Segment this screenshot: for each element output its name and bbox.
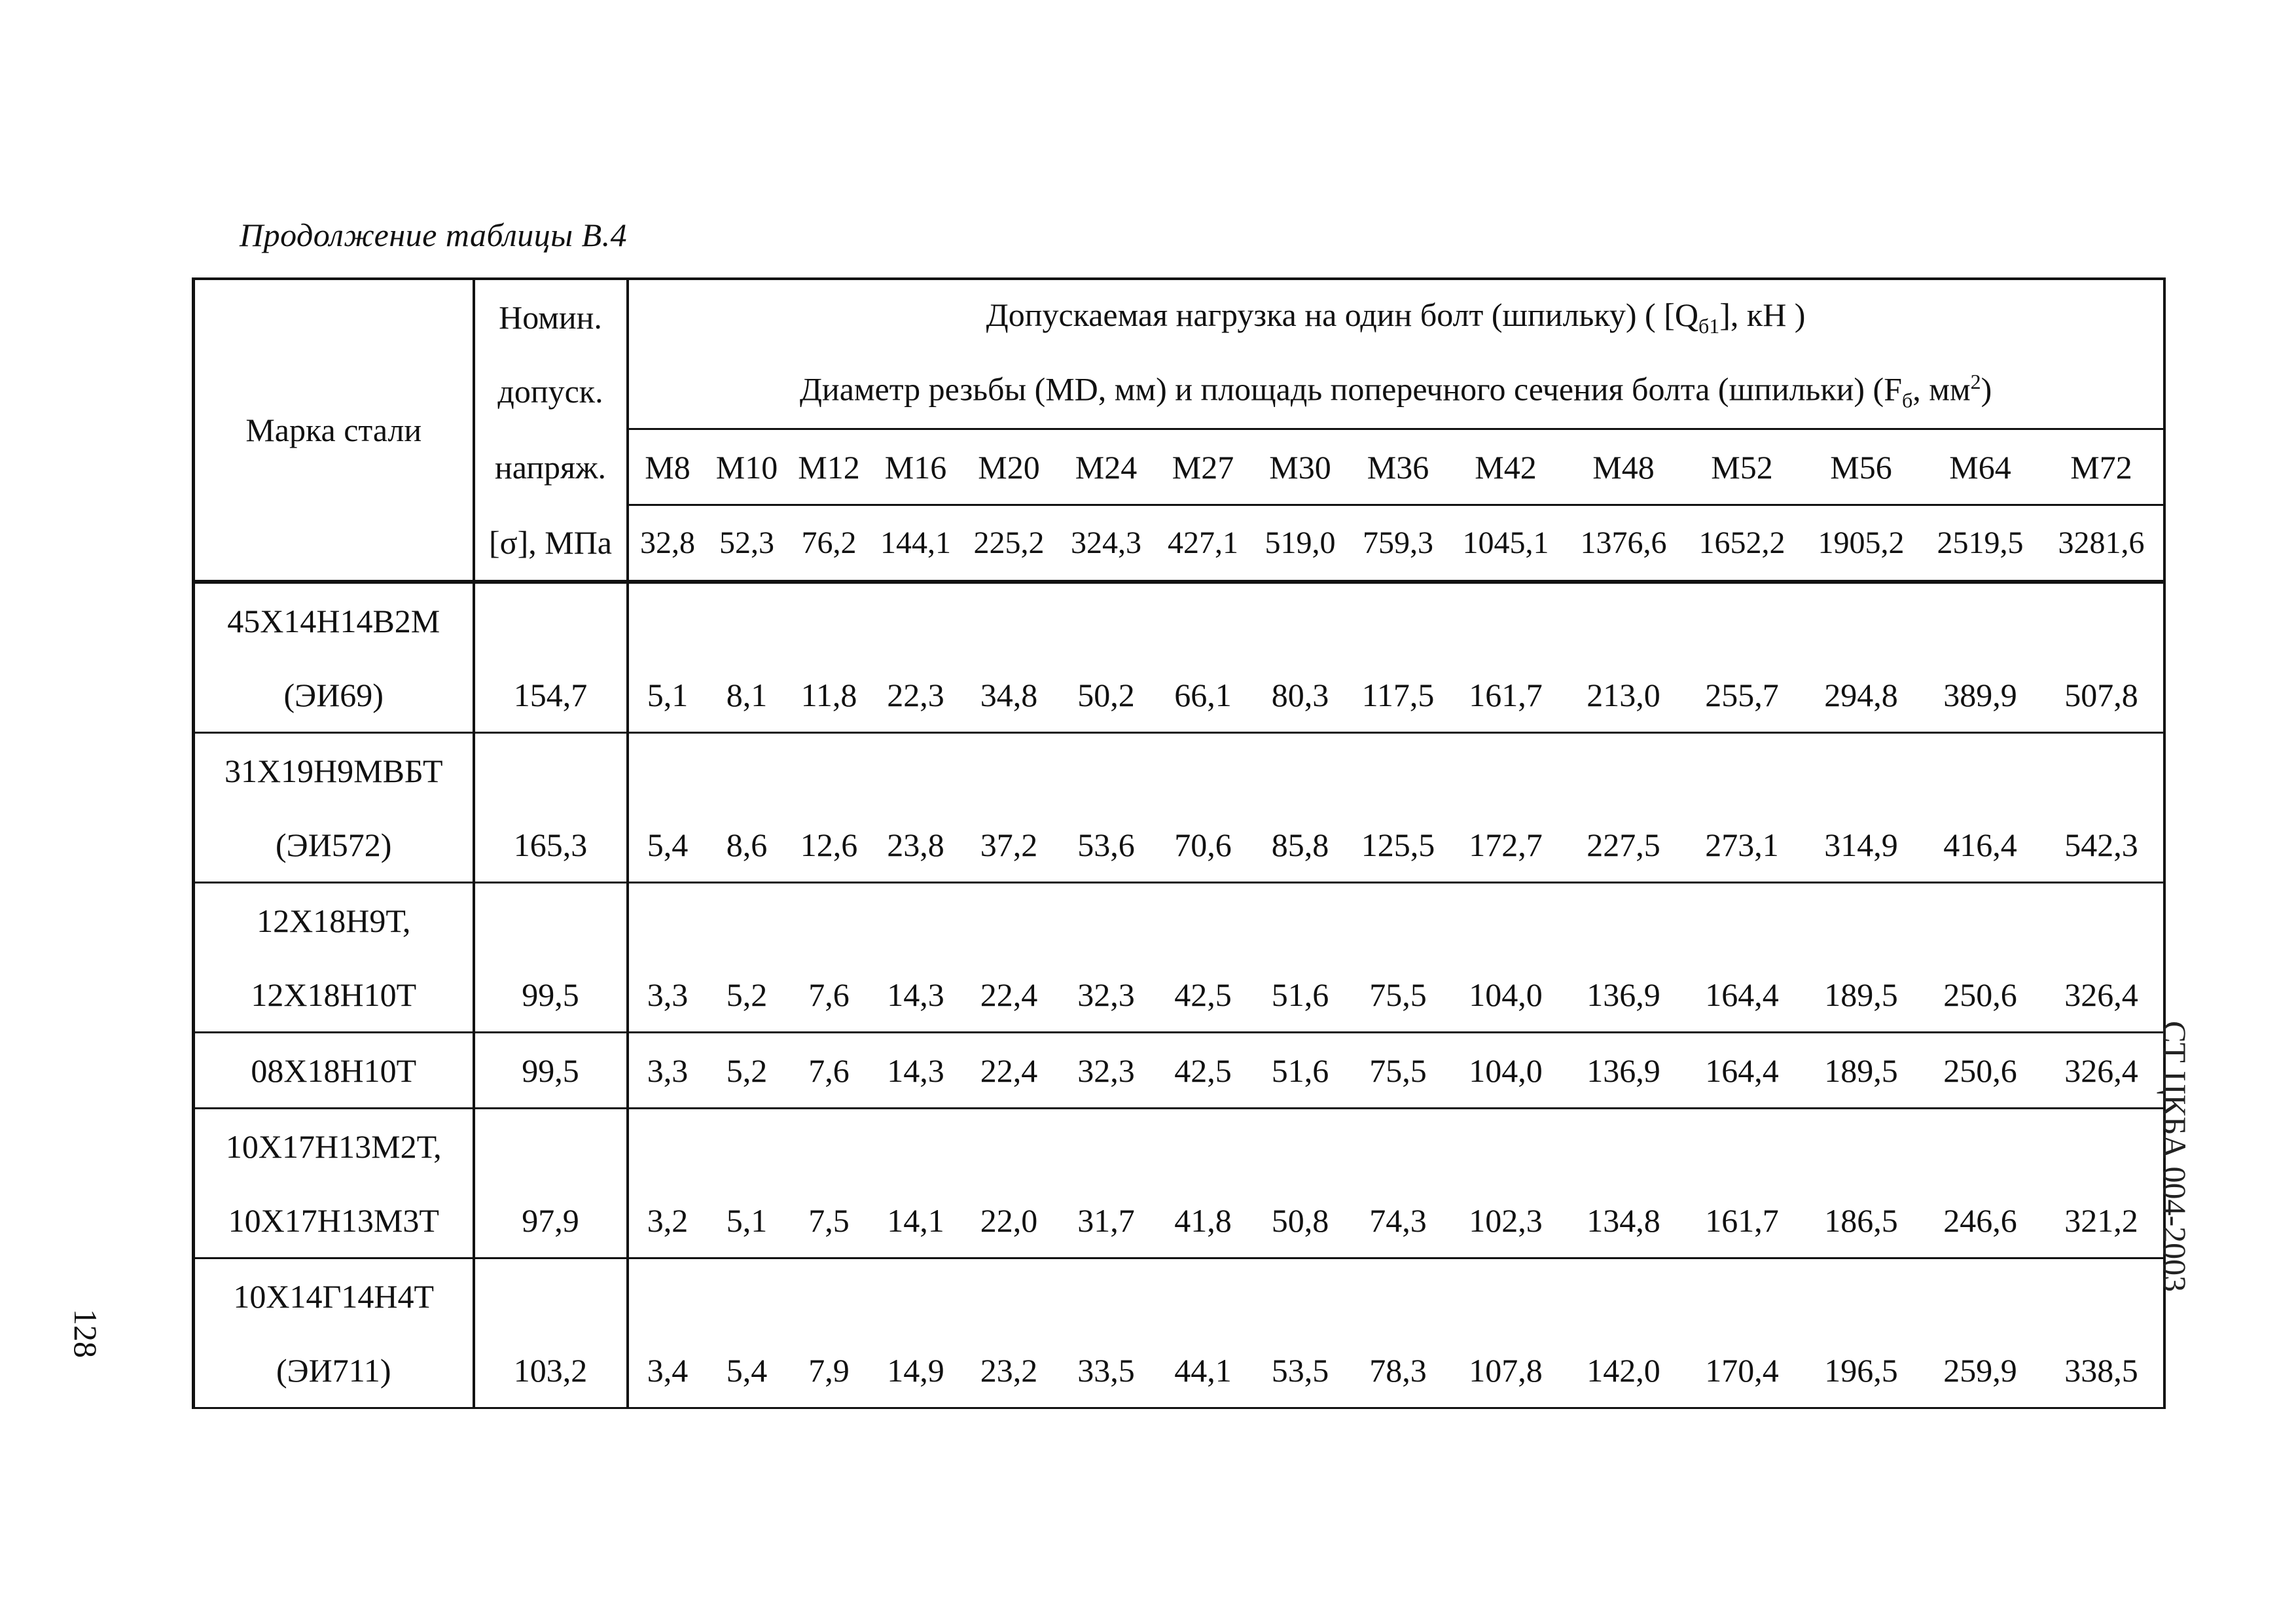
steel-grade-line2: 10Х17Н13М3Т (194, 1183, 474, 1258)
header-load-title: Допускаемая нагрузка на один болт (шпильку) ( $[Q_{б1}]$, кН ) (628, 279, 2164, 354)
diameter-header-cell: M24 (1058, 429, 1155, 505)
empty-cell (628, 1109, 2164, 1184)
steel-grade-line2: (ЭИ572) (194, 808, 474, 883)
area-header-cell: 3281,6 (2040, 505, 2164, 582)
load-value-cell: 213,0 (1565, 658, 1683, 733)
steel-grade-line2: 12Х18Н10Т (194, 957, 474, 1033)
table-row (194, 883, 2164, 958)
table-caption: Продолжение таблицы В.4 (240, 217, 628, 253)
load-value-cell: 542,3 (2040, 808, 2164, 883)
load-value-cell: 7,9 (787, 1333, 871, 1408)
empty-cell (474, 1109, 628, 1184)
load-value-cell: 136,9 (1565, 1033, 1683, 1109)
load-value-cell: 259,9 (1921, 1333, 2040, 1408)
document-code-stamp: СТ ЦКБА 004-2003 (2157, 1021, 2193, 1293)
load-value-cell: 12,6 (787, 808, 871, 883)
load-value-cell: 117,5 (1350, 658, 1447, 733)
table-row (194, 1109, 2164, 1184)
load-value-cell: 104,0 (1447, 1033, 1565, 1109)
load-value-cell: 170,4 (1683, 1333, 1802, 1408)
steel-grade-line1: 12Х18Н9Т, (194, 883, 474, 958)
empty-cell (474, 883, 628, 958)
diameter-header-cell: M12 (787, 429, 871, 505)
empty-cell (628, 883, 2164, 958)
load-value-cell: 50,8 (1251, 1183, 1350, 1258)
load-value-cell: 37,2 (961, 808, 1058, 883)
load-value-cell: 51,6 (1251, 1033, 1350, 1109)
load-value-cell: 3,4 (628, 1333, 707, 1408)
table-row (194, 733, 2164, 808)
load-value-cell: 42,5 (1155, 957, 1251, 1033)
load-value-cell: 125,5 (1350, 808, 1447, 883)
load-value-cell: 326,4 (2040, 957, 2164, 1033)
header-stress-line1: Номин. (474, 279, 628, 354)
load-value-cell: 53,5 (1251, 1333, 1350, 1408)
load-value-cell: 14,9 (871, 1333, 961, 1408)
load-value-cell: 32,3 (1058, 957, 1155, 1033)
steel-grade-line1: 31Х19Н9МВБТ (194, 733, 474, 808)
diameter-header-cell: M72 (2040, 429, 2164, 505)
load-value-cell: 14,3 (871, 1033, 961, 1109)
diameter-header-cell: M36 (1350, 429, 1447, 505)
load-value-cell: 507,8 (2040, 658, 2164, 733)
area-header-cell: 519,0 (1251, 505, 1350, 582)
diameter-header-cell: M56 (1802, 429, 1921, 505)
table-row (194, 1183, 2164, 1258)
area-header-cell: 52,3 (707, 505, 787, 582)
table-row (194, 1333, 2164, 1408)
header-stress-line2: допуск. (474, 354, 628, 429)
load-value-cell: 107,8 (1447, 1333, 1565, 1408)
load-value-cell: 255,7 (1683, 658, 1802, 733)
empty-cell (628, 733, 2164, 808)
load-value-cell: 42,5 (1155, 1033, 1251, 1109)
load-value-cell: 294,8 (1802, 658, 1921, 733)
area-header-cell: 427,1 (1155, 505, 1251, 582)
load-value-cell: 227,5 (1565, 808, 1683, 883)
header-stress-line4: [σ], МПа (474, 505, 628, 582)
load-value-cell: 161,7 (1683, 1183, 1802, 1258)
load-value-cell: 14,3 (871, 957, 961, 1033)
table-row (194, 658, 2164, 733)
load-value-cell: 41,8 (1155, 1183, 1251, 1258)
load-value-cell: 250,6 (1921, 957, 2040, 1033)
load-value-cell: 80,3 (1251, 658, 1350, 733)
steel-grade-line1: 10Х14Г14Н4Т (194, 1258, 474, 1334)
area-header-cell: 1905,2 (1802, 505, 1921, 582)
stress-cell: 165,3 (474, 808, 628, 883)
load-value-cell: 314,9 (1802, 808, 1921, 883)
stress-cell: 99,5 (474, 957, 628, 1033)
load-value-cell: 164,4 (1683, 1033, 1802, 1109)
page-number: 128 (67, 1309, 104, 1358)
area-header-cell: 324,3 (1058, 505, 1155, 582)
load-value-cell: 51,6 (1251, 957, 1350, 1033)
load-value-cell: 186,5 (1802, 1183, 1921, 1258)
diameter-header-cell: M30 (1251, 429, 1350, 505)
load-value-cell: 3,3 (628, 957, 707, 1033)
area-header-cell: 1652,2 (1683, 505, 1802, 582)
load-value-cell: 22,4 (961, 1033, 1058, 1109)
diameter-header-cell: M20 (961, 429, 1058, 505)
load-value-cell: 321,2 (2040, 1183, 2164, 1258)
load-value-cell: 34,8 (961, 658, 1058, 733)
area-header-cell: 759,3 (1350, 505, 1447, 582)
table-row (194, 1033, 2164, 1109)
load-value-cell: 8,1 (707, 658, 787, 733)
steel-grade-line1: 10Х17Н13М2Т, (194, 1109, 474, 1184)
load-value-cell: 33,5 (1058, 1333, 1155, 1408)
load-value-cell: 102,3 (1447, 1183, 1565, 1258)
header-steel-grade: Марка стали (194, 279, 474, 582)
load-value-cell: 7,6 (787, 1033, 871, 1109)
load-value-cell: 189,5 (1802, 1033, 1921, 1109)
area-header-cell: 144,1 (871, 505, 961, 582)
load-value-cell: 3,3 (628, 1033, 707, 1109)
load-value-cell: 75,5 (1350, 957, 1447, 1033)
area-header-cell: 32,8 (628, 505, 707, 582)
area-header-cell: 1376,6 (1565, 505, 1683, 582)
diameter-header-cell: M48 (1565, 429, 1683, 505)
stress-cell: 154,7 (474, 658, 628, 733)
load-value-cell: 5,1 (707, 1183, 787, 1258)
load-value-cell: 53,6 (1058, 808, 1155, 883)
load-value-cell: 78,3 (1350, 1333, 1447, 1408)
load-value-cell: 172,7 (1447, 808, 1565, 883)
load-value-cell: 66,1 (1155, 658, 1251, 733)
table-row (194, 957, 2164, 1033)
diameter-header-cell: M52 (1683, 429, 1802, 505)
load-value-cell: 5,4 (707, 1333, 787, 1408)
diameter-header-cell: M27 (1155, 429, 1251, 505)
steel-grade-line2: (ЭИ711) (194, 1333, 474, 1408)
empty-cell (474, 582, 628, 658)
load-value-cell: 136,9 (1565, 957, 1683, 1033)
load-value-cell: 134,8 (1565, 1183, 1683, 1258)
load-value-cell: 5,2 (707, 957, 787, 1033)
stress-cell: 103,2 (474, 1333, 628, 1408)
diameter-header-cell: M42 (1447, 429, 1565, 505)
steel-grade-line1: 08Х18Н10Т (194, 1033, 474, 1109)
diameter-header-cell: M16 (871, 429, 961, 505)
table-row (194, 582, 2164, 658)
load-value-cell: 250,6 (1921, 1033, 2040, 1109)
load-value-cell: 5,4 (628, 808, 707, 883)
load-value-cell: 70,6 (1155, 808, 1251, 883)
stress-cell: 99,5 (474, 1033, 628, 1109)
load-value-cell: 104,0 (1447, 957, 1565, 1033)
area-header-cell: 2519,5 (1921, 505, 2040, 582)
empty-cell (628, 1258, 2164, 1334)
load-value-cell: 7,5 (787, 1183, 871, 1258)
area-header-cell: 76,2 (787, 505, 871, 582)
load-value-cell: 8,6 (707, 808, 787, 883)
load-value-cell: 5,1 (628, 658, 707, 733)
stress-cell: 97,9 (474, 1183, 628, 1258)
empty-cell (474, 733, 628, 808)
load-value-cell: 50,2 (1058, 658, 1155, 733)
load-value-cell: 31,7 (1058, 1183, 1155, 1258)
load-value-cell: 23,2 (961, 1333, 1058, 1408)
load-value-cell: 7,6 (787, 957, 871, 1033)
load-value-cell: 23,8 (871, 808, 961, 883)
load-value-cell: 246,6 (1921, 1183, 2040, 1258)
load-value-cell: 326,4 (2040, 1033, 2164, 1109)
load-value-cell: 22,3 (871, 658, 961, 733)
empty-cell (628, 582, 2164, 658)
table-row (194, 808, 2164, 883)
load-value-cell: 164,4 (1683, 957, 1802, 1033)
load-value-cell: 22,4 (961, 957, 1058, 1033)
load-value-cell: 142,0 (1565, 1333, 1683, 1408)
load-value-cell: 161,7 (1447, 658, 1565, 733)
diameter-header-cell: M8 (628, 429, 707, 505)
load-value-cell: 5,2 (707, 1033, 787, 1109)
load-value-cell: 273,1 (1683, 808, 1802, 883)
empty-cell (474, 1258, 628, 1334)
load-value-cell: 3,2 (628, 1183, 707, 1258)
load-value-cell: 44,1 (1155, 1333, 1251, 1408)
load-value-cell: 196,5 (1802, 1333, 1921, 1408)
load-value-cell: 189,5 (1802, 957, 1921, 1033)
load-value-cell: 416,4 (1921, 808, 2040, 883)
table-row (194, 1258, 2164, 1334)
load-value-cell: 11,8 (787, 658, 871, 733)
load-value-cell: 74,3 (1350, 1183, 1447, 1258)
diameter-header-cell: M64 (1921, 429, 2040, 505)
header-diameter-title: Диаметр резьбы (MD, мм) и площадь поперечного сечения болта (шпильки) ($F_б$, $мм^2$) (628, 354, 2164, 429)
load-value-cell: 75,5 (1350, 1033, 1447, 1109)
load-value-cell: 22,0 (961, 1183, 1058, 1258)
diameter-header-cell: M10 (707, 429, 787, 505)
load-value-cell: 32,3 (1058, 1033, 1155, 1109)
load-value-cell: 338,5 (2040, 1333, 2164, 1408)
steel-grade-line1: 45Х14Н14В2М (194, 582, 474, 658)
allowable-load-table (192, 277, 2166, 1409)
header-stress-line3: напряж. (474, 429, 628, 505)
area-header-cell: 1045,1 (1447, 505, 1565, 582)
steel-grade-line2: (ЭИ69) (194, 658, 474, 733)
load-value-cell: 14,1 (871, 1183, 961, 1258)
area-header-cell: 225,2 (961, 505, 1058, 582)
load-value-cell: 389,9 (1921, 658, 2040, 733)
load-value-cell: 85,8 (1251, 808, 1350, 883)
